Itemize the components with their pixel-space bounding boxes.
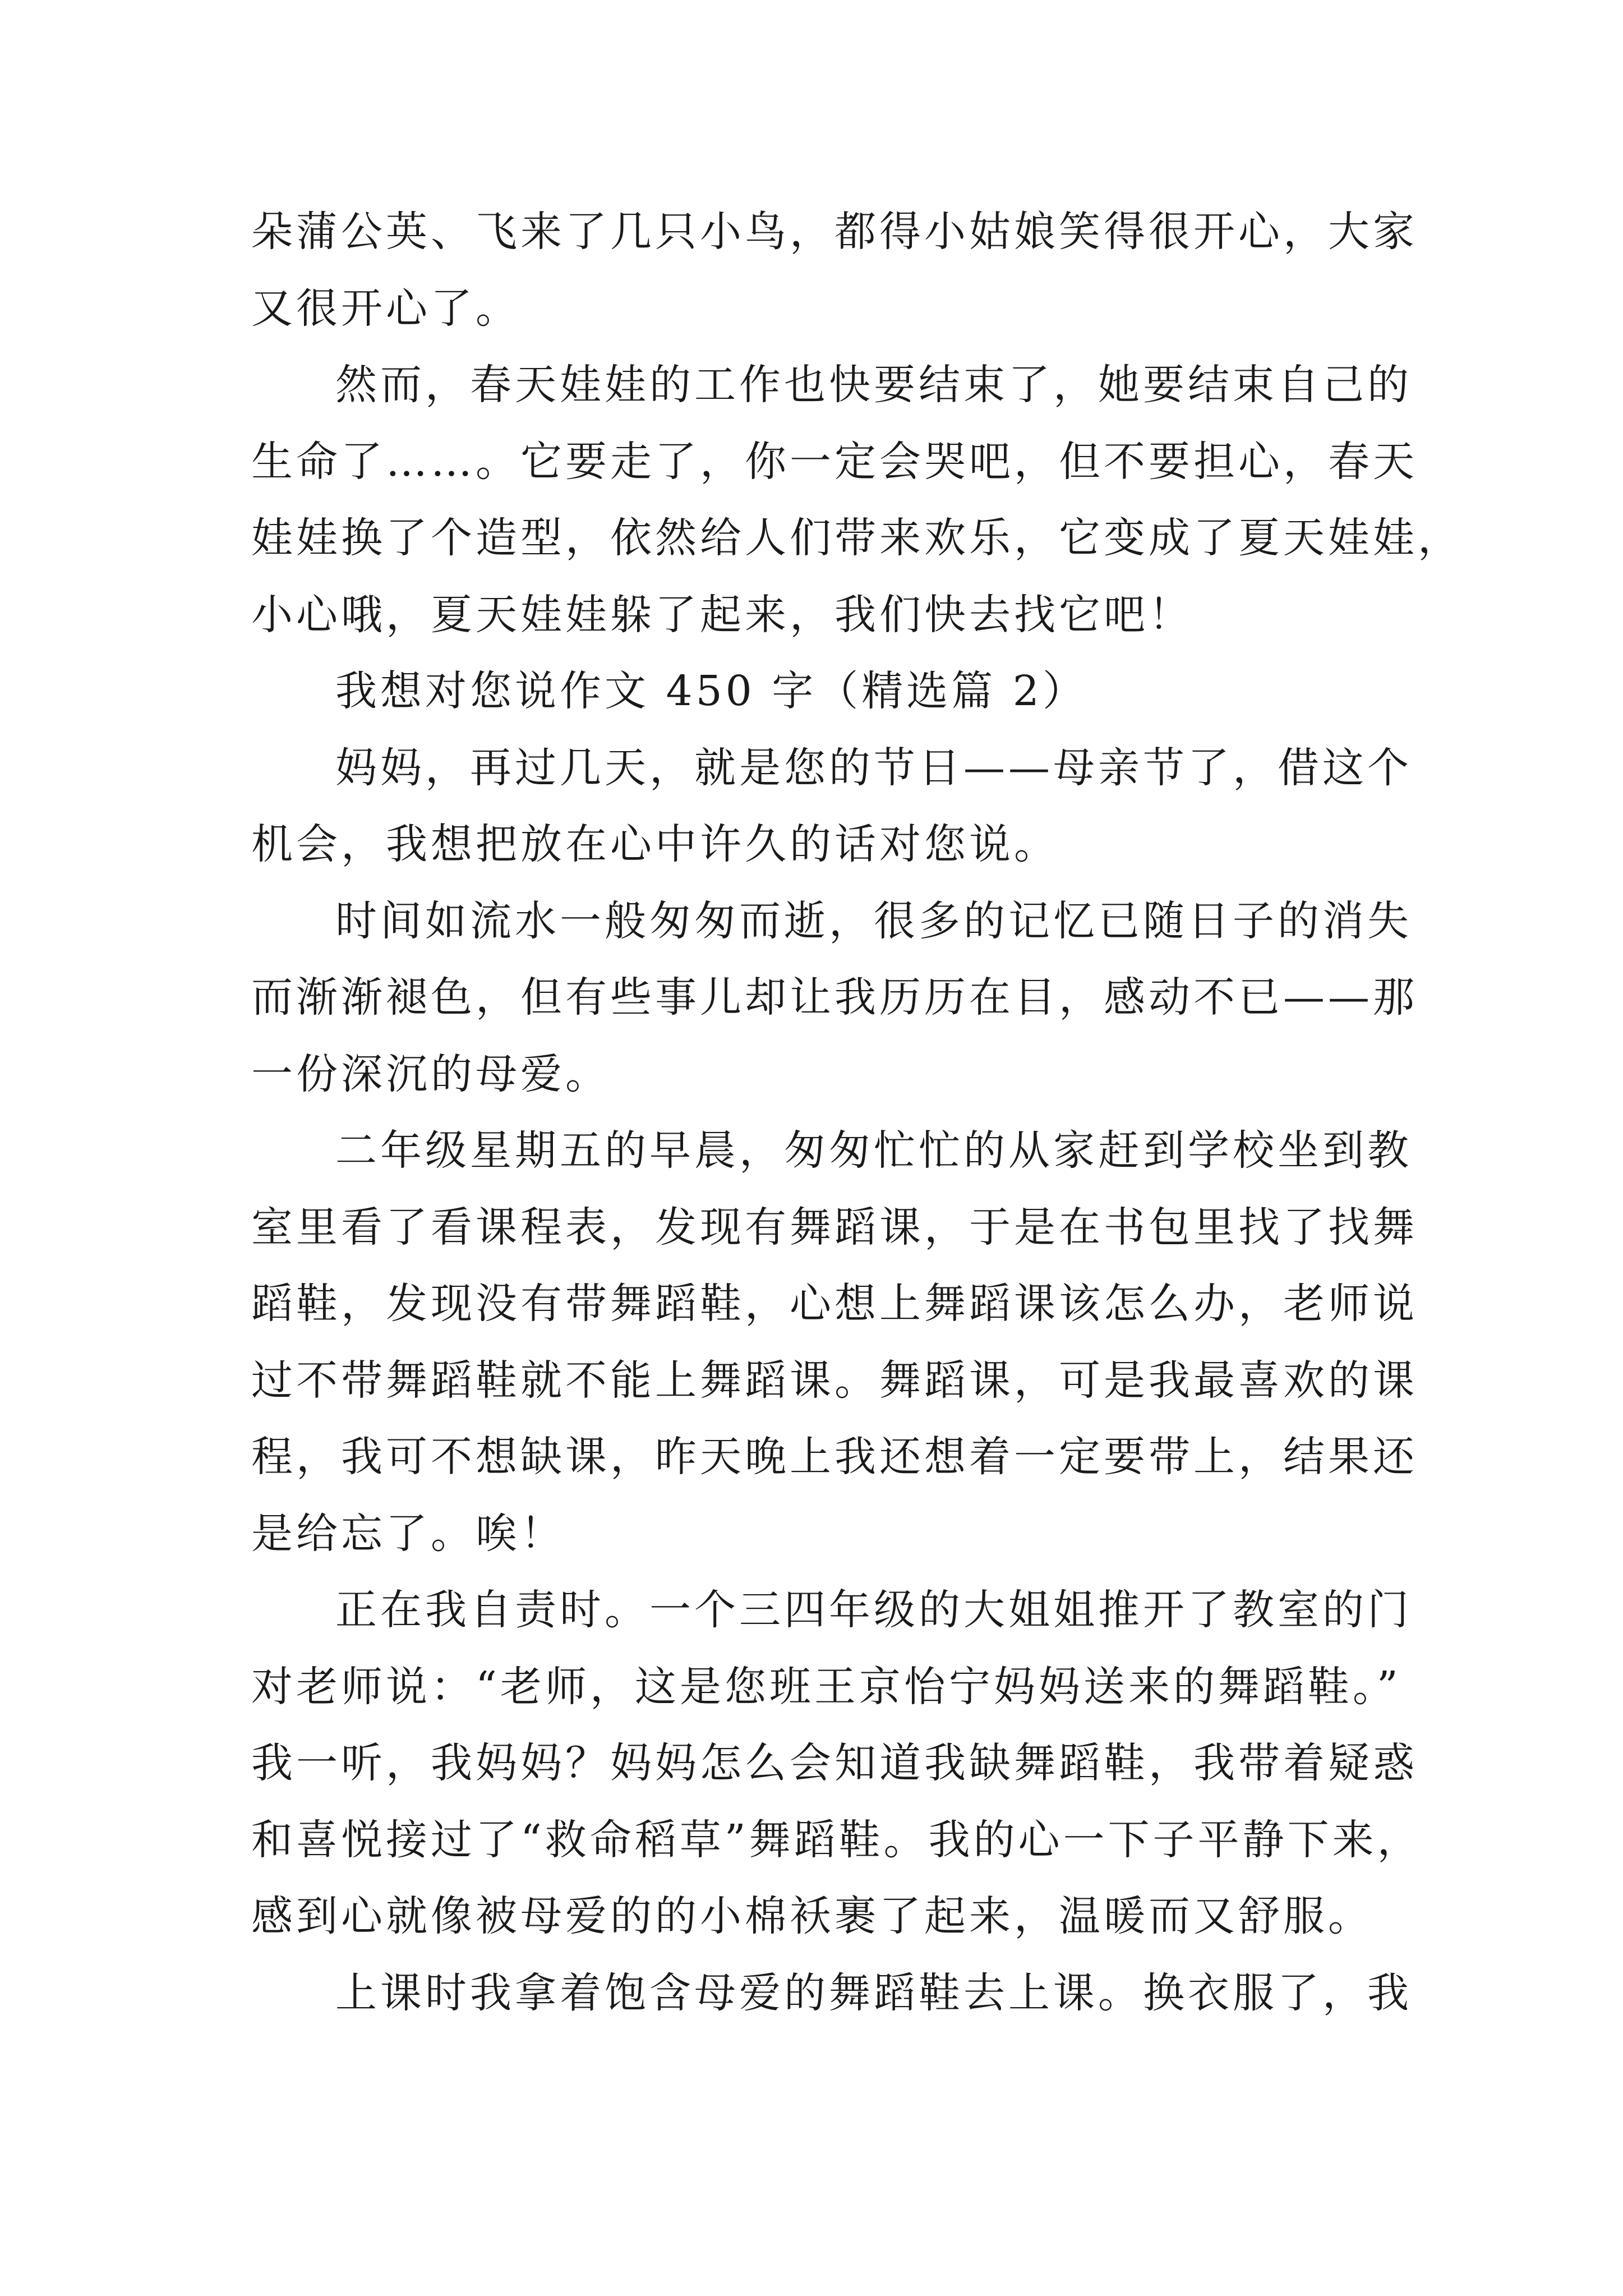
text-line: 对老师说：“老师，这是您班王京怡宁妈妈送来的舞蹈鞋。” [251, 1662, 1401, 1711]
text-line: 妈妈，再过几天，就是您的节日——母亲节了，借这个 [335, 743, 1412, 792]
text-line: 室里看了看课程表，发现有舞蹈课，于是在书包里找了找舞 [251, 1203, 1418, 1251]
text-line: 小心哦，夏天娃娃躲了起来，我们快去找它吧！ [251, 590, 1193, 639]
text-line: 感到心就像被母爱的的小棉袄裹了起来，温暖而又舒服。 [251, 1892, 1373, 1940]
text-line: 二年级星期五的早晨，匆匆忙忙的从家赶到学校坐到教 [335, 1126, 1412, 1175]
text-line: 又很开心了。 [251, 284, 520, 333]
text-line: 蹈鞋，发现没有带舞蹈鞋，心想上舞蹈课该怎么办，老师说 [251, 1280, 1418, 1328]
text-line: 我一听，我妈妈？妈妈怎么会知道我缺舞蹈鞋，我带着疑惑 [251, 1739, 1418, 1787]
text-line: 生命了……。它要走了，你一定会哭吧，但不要担心，春天 [251, 437, 1418, 486]
text-line: 和喜悦接过了“救命稻草”舞蹈鞋。我的心一下子平静下来， [251, 1815, 1422, 1864]
text-line: 而渐渐褪色，但有些事儿却让我历历在目，感动不已——那 [251, 973, 1418, 1022]
text-line: 是给忘了。唉！ [251, 1509, 565, 1558]
text-line: 正在我自责时。一个三四年级的大姐姐推开了教室的门 [335, 1586, 1412, 1634]
text-line: 机会，我想把放在心中许久的话对您说。 [251, 820, 1059, 868]
text-line: 程，我可不想缺课，昨天晚上我还想着一定要带上，结果还 [251, 1433, 1418, 1481]
text-line: 过不带舞蹈鞋就不能上舞蹈课。舞蹈课，可是我最喜欢的课 [251, 1356, 1418, 1405]
text-line: 我想对您说作文 450 字（精选篇 2） [335, 667, 1087, 715]
text-line: 朵蒲公英、飞来了几只小鸟，都得小姑娘笑得很开心，大家 [251, 208, 1418, 256]
text-line: 时间如流水一般匆匆而逝，很多的记忆已随日子的消失 [335, 896, 1412, 945]
document-body [251, 194, 1463, 2031]
text-line: 一份深沉的母爱。 [251, 1050, 610, 1098]
text-line: 然而，春天娃娃的工作也快要结束了，她要结束自己的 [335, 361, 1412, 409]
text-line: 上课时我拿着饱含母爱的舞蹈鞋去上课。换衣服了，我 [335, 1968, 1412, 2017]
text-line: 娃娃换了个造型，依然给人们带来欢乐，它变成了夏天娃娃， [251, 514, 1463, 562]
